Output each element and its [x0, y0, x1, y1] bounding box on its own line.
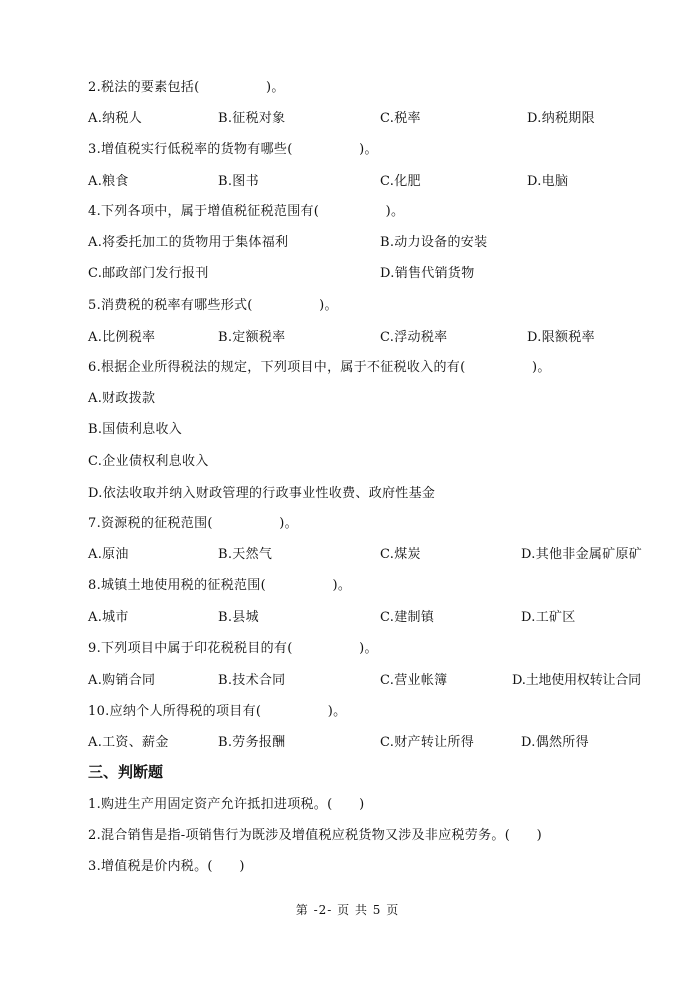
q7-option-a: A.原油 — [88, 547, 129, 562]
judgement-1: 1.购进生产用固定资产允许抵扣进项税。( ) — [88, 797, 365, 812]
q3-option-d: D.电脑 — [527, 174, 569, 189]
q8-option-c: C.建制镇 — [380, 610, 435, 625]
q7-option-b: B.天然气 — [218, 547, 273, 562]
section-heading: 三、判断题 — [88, 763, 164, 781]
q10-option-d: D.偶然所得 — [521, 735, 589, 750]
q10-option-c: C.财产转让所得 — [380, 735, 475, 750]
q6-option-b: B.国债利息收入 — [88, 422, 183, 437]
q4-option-d: D.销售代销货物 — [380, 266, 475, 281]
q4-option-b: B.动力设备的安装 — [380, 235, 488, 250]
q2-option-b: B.征税对象 — [218, 111, 286, 126]
q9-option-c: C.营业帐簿 — [380, 673, 448, 688]
q5-option-a: A.比例税率 — [88, 330, 156, 345]
q5-option-c: C.浮动税率 — [380, 330, 448, 345]
q3-option-c: C.化肥 — [380, 174, 421, 189]
q4-option-c: C.邮政部门发行报刊 — [88, 266, 209, 281]
q7-option-d: D.其他非金属矿原矿 — [521, 547, 643, 562]
q6-option-a: A.财政拨款 — [88, 391, 156, 406]
page-footer: 第 -2- 页 共 5 页 — [295, 903, 400, 917]
question-5: 5.消费税的税率有哪些形式( )。 — [88, 298, 338, 313]
q10-option-b: B.劳务报酬 — [218, 735, 286, 750]
judgement-3: 3.增值税是价内税。( ) — [88, 859, 245, 874]
question-2: 2.税法的要素包括( )。 — [88, 80, 285, 95]
question-3: 3.增值税实行低税率的货物有哪些( )。 — [88, 142, 378, 157]
q10-option-a: A.工资、薪金 — [88, 735, 169, 750]
question-9: 9.下列项目中属于印花税税目的有( )。 — [88, 641, 378, 656]
q2-option-a: A.纳税人 — [88, 111, 143, 126]
q3-option-b: B.图书 — [218, 174, 259, 189]
q4-option-a: A.将委托加工的货物用于集体福利 — [88, 235, 289, 250]
question-4: 4.下列各项中，属于增值税征税范围有( )。 — [88, 204, 405, 219]
q9-option-d: D.土地使用权转让合同 — [512, 673, 641, 688]
q8-option-a: A.城市 — [88, 610, 129, 625]
q8-option-d: D.工矿区 — [521, 610, 576, 625]
q8-option-b: B.县城 — [218, 610, 259, 625]
question-6: 6.根据企业所得税法的规定，下列项目中，属于不征税收入的有( )。 — [88, 360, 551, 375]
judgement-2: 2.混合销售是指-项销售行为既涉及增值税应税货物又涉及非应税劳务。( ) — [88, 828, 543, 843]
q9-option-a: A.购销合同 — [88, 673, 156, 688]
question-10: 10.应纳个人所得税的项目有( )。 — [88, 704, 347, 719]
q9-option-b: B.技术合同 — [218, 673, 286, 688]
q6-option-c: C.企业债权利息收入 — [88, 454, 209, 469]
q7-option-c: C.煤炭 — [380, 547, 421, 562]
q5-option-d: D.限额税率 — [527, 330, 595, 345]
q6-option-d: D.依法收取并纳入财政管理的行政事业性收费、政府性基金 — [88, 486, 436, 501]
q5-option-b: B.定额税率 — [218, 330, 286, 345]
question-7: 7.资源税的征税范围( )。 — [88, 516, 298, 531]
q2-option-d: D.纳税期限 — [527, 111, 595, 126]
q2-option-c: C.税率 — [380, 111, 421, 126]
q3-option-a: A.粮食 — [88, 174, 129, 189]
question-8: 8.城镇土地使用税的征税范围( )。 — [88, 578, 352, 593]
